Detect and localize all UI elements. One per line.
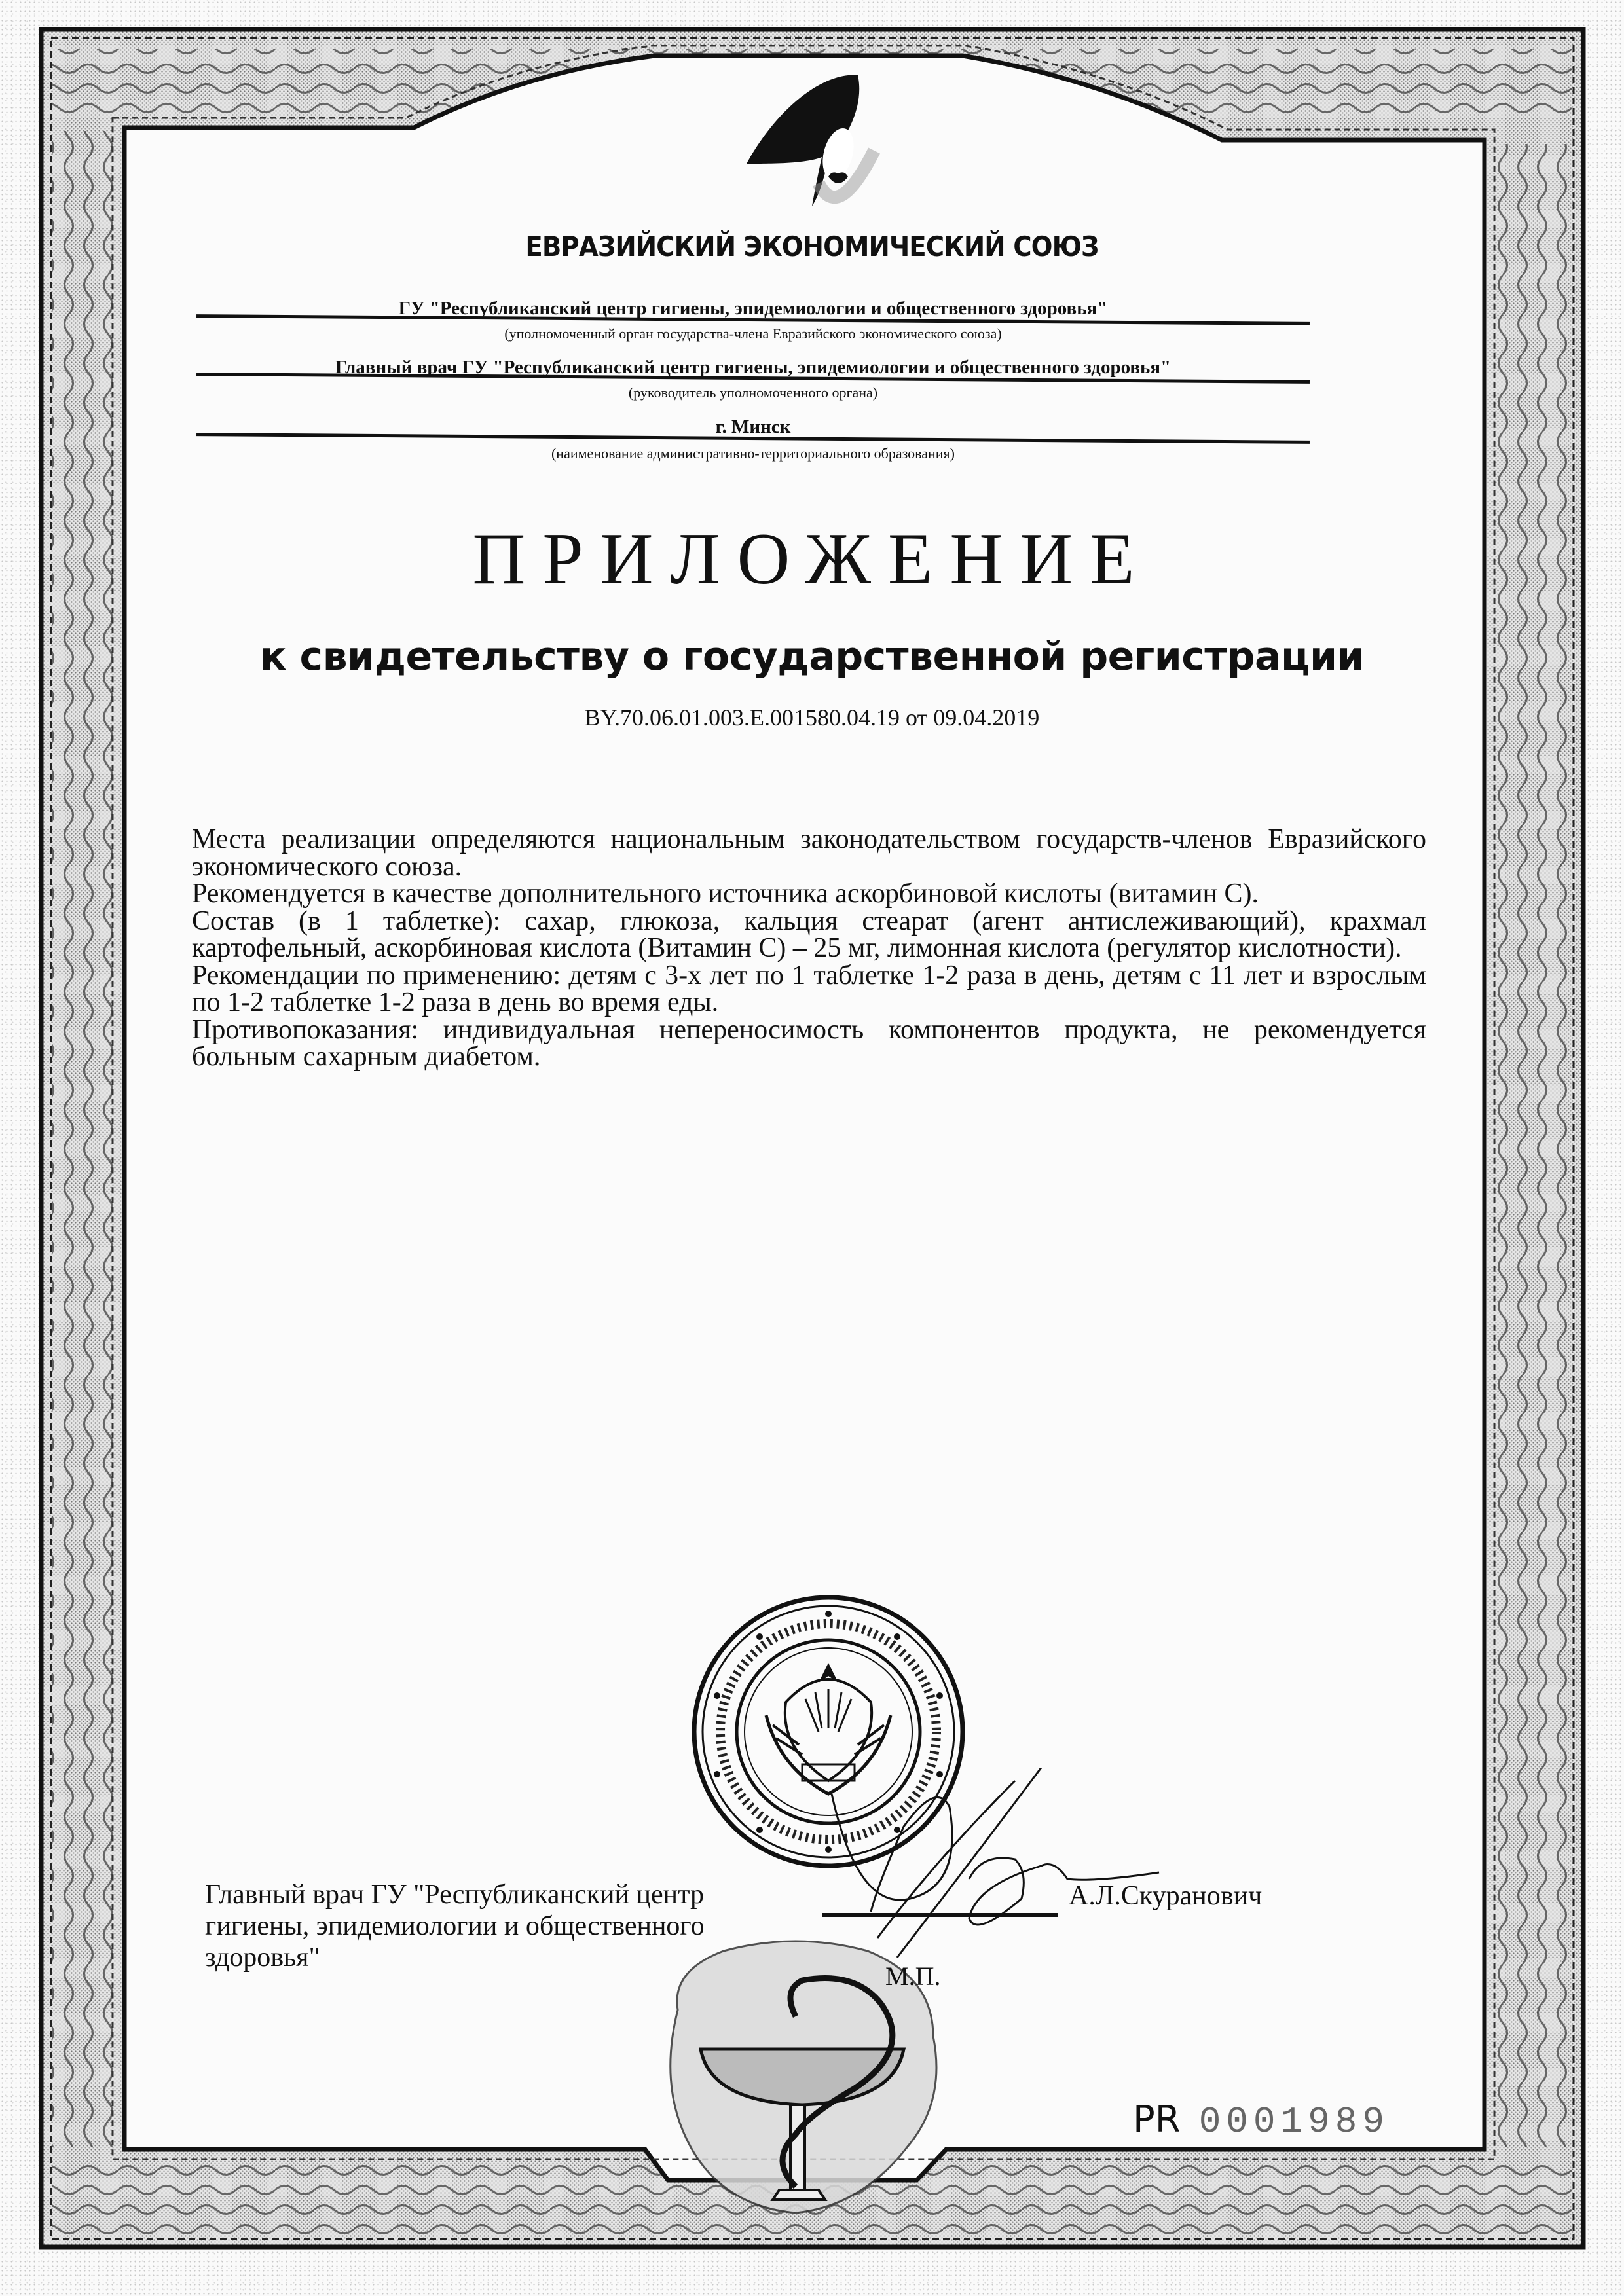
paragraph-composition: Состав (в 1 таблетке): сахар, глюкоза, кальция стеарат (агент антислеживающий), крахмал картофельный, аскорбиновая кислота (Витамин С) – 25 мг, лимонная кислота (регулятор кислотности).: [192, 905, 1426, 963]
serial-digits: 0001989: [1198, 2101, 1390, 2143]
paragraph-recommendation: Рекомендуется в качестве дополнительного источника аскорбиновой кислоты (витамин С).: [192, 879, 1259, 909]
signatory-position: [205, 1879, 705, 1973]
signatory-name: А.Л.Скуранович: [1069, 1881, 1263, 1911]
signatory-position-line-2: гигиены, эпидемиологии и общественного: [205, 1911, 705, 1941]
union-name: ЕВРАЗИЙСКИЙ ЭКОНОМИЧЕСКИЙ СОЮЗ: [525, 230, 1099, 263]
stamp-place-label: М.П.: [885, 1961, 941, 1991]
paragraph-usage: Рекомендации по применению: детям с 3-х лет по 1 таблетке 1-2 раза в день, детям с 11 лет и взрослым по 1-2 таблетке 1-2 раза в день во время еды.: [192, 960, 1426, 1017]
authority-name: ГУ "Республиканский центр гигиены, эпидемиологии и общественного здоровья": [398, 298, 1108, 319]
body-text: [192, 826, 1426, 1071]
registration-number: BY.70.06.01.003.E.001580.04.19 от 09.04.2019: [584, 704, 1040, 731]
handwritten-signature: [819, 1768, 1277, 1964]
eaeu-logo-icon: [707, 65, 917, 216]
serial-number: [1133, 2098, 1390, 2143]
authority-caption: (уполномоченный орган государства-члена Евразийского экономического союза): [504, 325, 1002, 342]
document-title: ПРИЛОЖЕНИЕ: [472, 519, 1152, 600]
signatory-position-line-3: здоровья": [205, 1942, 320, 1973]
city-name: г. Минск: [715, 416, 791, 437]
document-subtitle: к свидетельству о государственной регистрации: [259, 634, 1365, 680]
paragraph-sales-places: Места реализации определяются национальным законодательством государств-членов Евразийского экономического союза.: [192, 824, 1426, 882]
signatory-position-line-1: Главный врач ГУ "Республиканский центр: [205, 1880, 704, 1910]
serial-prefix: PR: [1133, 2098, 1181, 2141]
city-caption: (наименование административно-территориального образования): [551, 445, 955, 462]
head-caption: (руководитель уполномоченного органа): [628, 384, 878, 401]
head-position: Главный врач ГУ "Республиканский центр гигиены, эпидемиологии и общественного здоровья": [335, 357, 1172, 378]
paragraph-contraindications: Противопоказания: индивидуальная непереносимость компонентов продукта, не рекомендуется больным сахарным диабетом.: [192, 1014, 1426, 1072]
